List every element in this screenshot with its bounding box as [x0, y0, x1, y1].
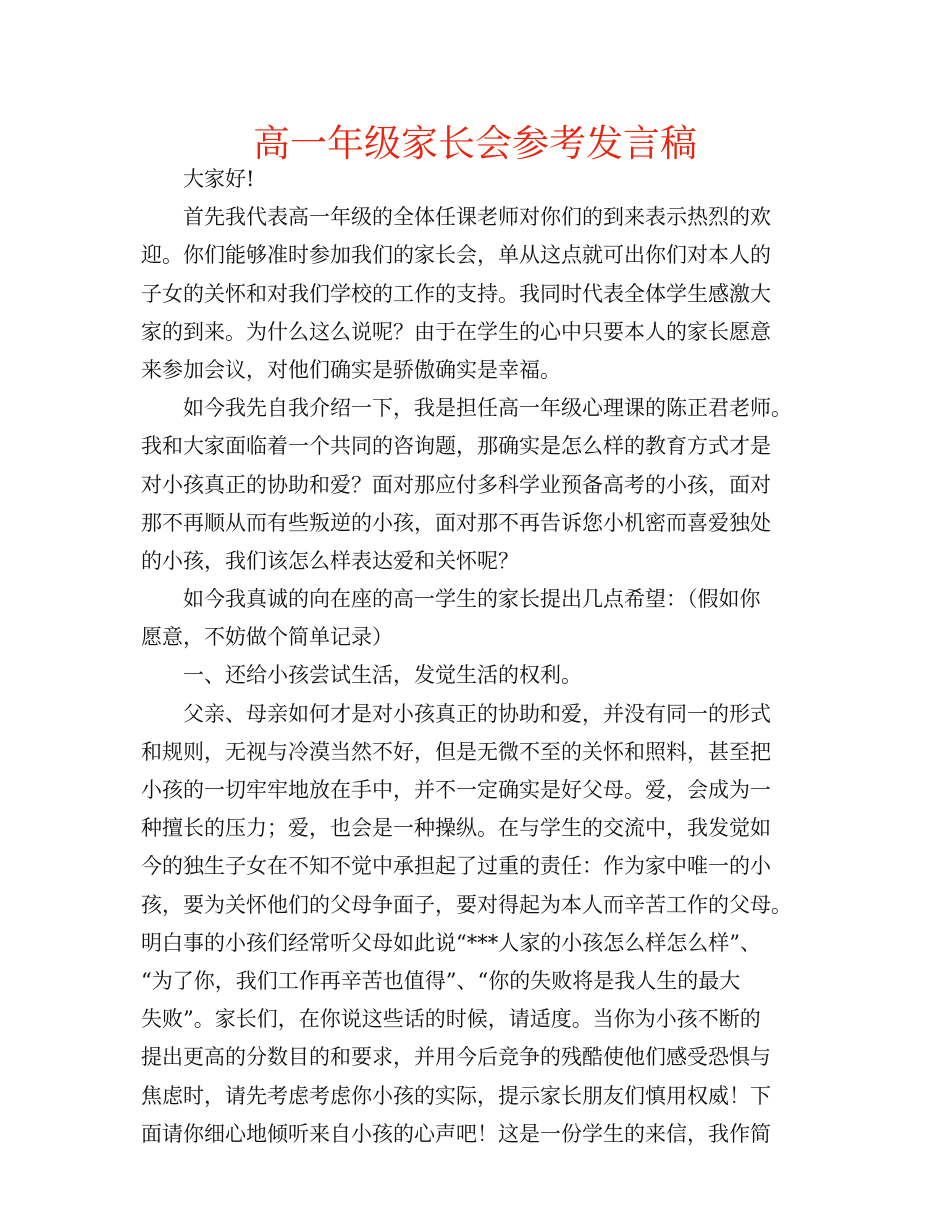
text-line: 家的到来。为什么这么说呢？由于在学生的心中只要本人的家长愿意 — [141, 319, 771, 344]
text-line: 和规则，无视与冷漠当然不好，但是无微不至的关怀和照料，甚至把 — [141, 739, 771, 764]
text-line: 父亲、母亲如何才是对小孩真正的协助和爱，并没有同一的形式 — [183, 701, 771, 726]
text-line: 那不再顺从而有些叛逆的小孩，面对那不再告诉您小机密而喜爱独处 — [141, 510, 771, 535]
text-line: 种擅长的压力；爱，也会是一种操纵。在与学生的交流中，我发觉如 — [141, 816, 771, 841]
text-line: 孩，要为关怀他们的父母争面子，要对得起为本人而辛苦工作的父母。 — [141, 892, 792, 917]
text-line: 一、还给小孩尝试生活，发觉生活的权利。 — [183, 663, 582, 688]
text-line: 的小孩，我们该怎么样表达爱和关怀呢？ — [141, 548, 519, 573]
text-line: 明白事的小孩们经常听父母如此说“***人家的小孩怎么样怎么样”、 — [141, 930, 761, 955]
text-line: 提出更高的分数目的和要求，并用今后竞争的残酷使他们感受恐惧与 — [141, 1045, 771, 1070]
text-line: 来参加会议，对他们确实是骄傲确实是幸福。 — [141, 357, 561, 382]
text-line: 失败”。家长们，在你说这些话的时候，请适度。当你为小孩不断的 — [141, 1007, 761, 1032]
text-line: 小孩的一切牢牢地放在手中，并不一定确实是好父母。爱，会成为一 — [141, 778, 771, 802]
text-line: 子女的关怀和对我们学校的工作的支持。我同时代表全体学生感激大 — [141, 281, 771, 306]
text-line: 今的独生子女在不知不觉中承担起了过重的责任：作为家中唯一的小 — [141, 854, 771, 879]
text-line: 面请你细心地倾听来自小孩的心声吧！这是一份学生的来信，我作简 — [141, 1121, 771, 1146]
text-line: 首先我代表高一年级的全体任课老师对你们的到来表示热烈的欢 — [183, 205, 771, 230]
document-title: 高一年级家长会参考发言稿 — [253, 122, 697, 165]
text-line: 焦虑时，请先考虑考虑你小孩的实际，提示家长朋友们慎用权威！下 — [141, 1083, 771, 1108]
text-line: 如今我真诚的向在座的高一学生的家长提出几点希望：（假如你 — [183, 587, 761, 612]
text-line: 对小孩真正的协助和爱？面对那应付多科学业预备高考的小孩，面对 — [141, 472, 771, 497]
text-line: 如今我先自我介绍一下，我是担任高一年级心理课的陈正君老师。 — [183, 396, 792, 421]
document-body — [141, 160, 811, 1153]
text-line: 愿意，不妨做个简单记录） — [141, 625, 393, 650]
text-line: “为了你，我们工作再辛苦也值得”、“你的失败将是我人生的最大 — [141, 968, 741, 993]
text-line: 大家好! — [183, 167, 255, 191]
text-line: 迎。你们能够准时参加我们的家长会，单从这点就可出你们对本人的 — [141, 243, 771, 268]
text-line: 我和大家面临着一个共同的咨询题，那确实是怎么样的教育方式才是 — [141, 434, 771, 459]
